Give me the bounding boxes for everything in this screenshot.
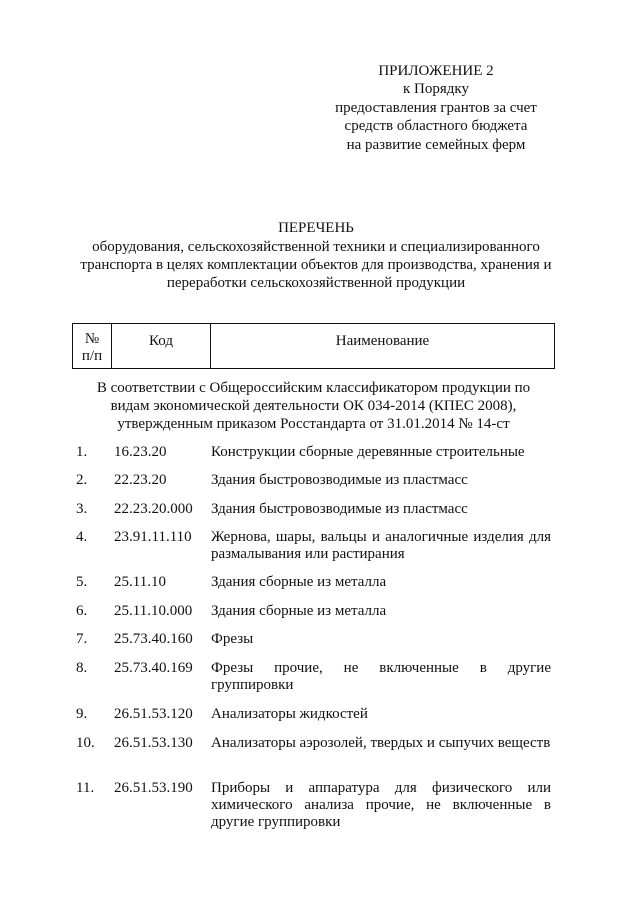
title-line: переработки сельскохозяйственной продукции (166, 275, 466, 291)
row-number: 11. (76, 780, 95, 796)
row-code: 26.51.53.130 (114, 735, 193, 751)
row-name: Фрезы прочие, не включенные в другие группировки (211, 660, 551, 693)
row-code: 23.91.11.110 (114, 529, 192, 545)
row-number: 8. (76, 660, 88, 676)
header-num-symbol: № (84, 331, 100, 347)
row-name: Здания быстровозводимые из пластмасс (211, 472, 468, 488)
row-code: 26.51.53.120 (114, 706, 193, 722)
row-number: 5. (76, 574, 88, 590)
row-number: 4. (76, 529, 88, 545)
row-number: 10. (76, 735, 95, 751)
classifier-note (72, 379, 555, 433)
row-name: Анализаторы жидкостей (211, 706, 368, 722)
title-line: оборудования, сельскохозяйственной техники и специализированного (92, 239, 540, 255)
row-number: 1. (76, 444, 88, 460)
appendix-title: ПРИЛОЖЕНИЕ 2 (378, 63, 494, 79)
row-code: 22.23.20 (114, 472, 167, 488)
row-number: 3. (76, 501, 88, 517)
appendix-line: к Порядку (403, 81, 469, 98)
title-line: транспорта в целях комплектации объектов для производства, хранения и (80, 257, 552, 273)
row-code: 22.23.20.000 (114, 501, 193, 517)
row-name: Приборы и аппаратура для физического или химического анализа прочие, не включенные в другие группировки (211, 780, 551, 830)
header-num-abbr: п/п (81, 348, 103, 364)
row-name: Конструкции сборные деревянные строительные (211, 444, 525, 460)
row-code: 25.73.40.169 (114, 660, 193, 676)
table-header (72, 323, 555, 369)
header-code: Код (112, 324, 211, 369)
document-title (60, 219, 572, 292)
title-main: ПЕРЕЧЕНЬ (278, 220, 354, 236)
appendix-line: средств областного бюджета (344, 118, 528, 135)
classifier-line: видам экономической деятельности ОК 034-2014 (КПЕС 2008), (110, 398, 517, 414)
header-name: Наименование (211, 324, 555, 369)
classifier-line: утвержденным приказом Росстандарта от 31.01.2014 № 14-ст (117, 416, 510, 432)
row-number: 9. (76, 706, 88, 722)
row-number: 2. (76, 472, 88, 488)
row-name: Здания быстровозводимые из пластмасс (211, 501, 468, 517)
row-code: 25.11.10.000 (114, 603, 193, 619)
header-num (73, 324, 112, 369)
appendix-line: предоставления грантов за счет (335, 99, 537, 116)
row-code: 25.73.40.160 (114, 631, 193, 647)
row-code: 26.51.53.190 (114, 780, 193, 796)
row-number: 7. (76, 631, 88, 647)
row-name: Анализаторы аэрозолей, твердых и сыпучих веществ (211, 735, 551, 751)
row-name: Здания сборные из металла (211, 574, 387, 590)
row-name: Здания сборные из металла (211, 603, 387, 619)
appendix-line: на развитие семейных ферм (346, 136, 526, 153)
appendix-header (320, 62, 552, 154)
classifier-line: В соответствии с Общероссийским классификатором продукции по (96, 380, 531, 396)
row-name: Фрезы (211, 631, 254, 647)
row-code: 25.11.10 (114, 574, 166, 590)
row-name: Жернова, шары, вальцы и аналогичные изделия для размалывания или растирания (211, 529, 551, 562)
row-code: 16.23.20 (114, 444, 167, 460)
row-number: 6. (76, 603, 88, 619)
